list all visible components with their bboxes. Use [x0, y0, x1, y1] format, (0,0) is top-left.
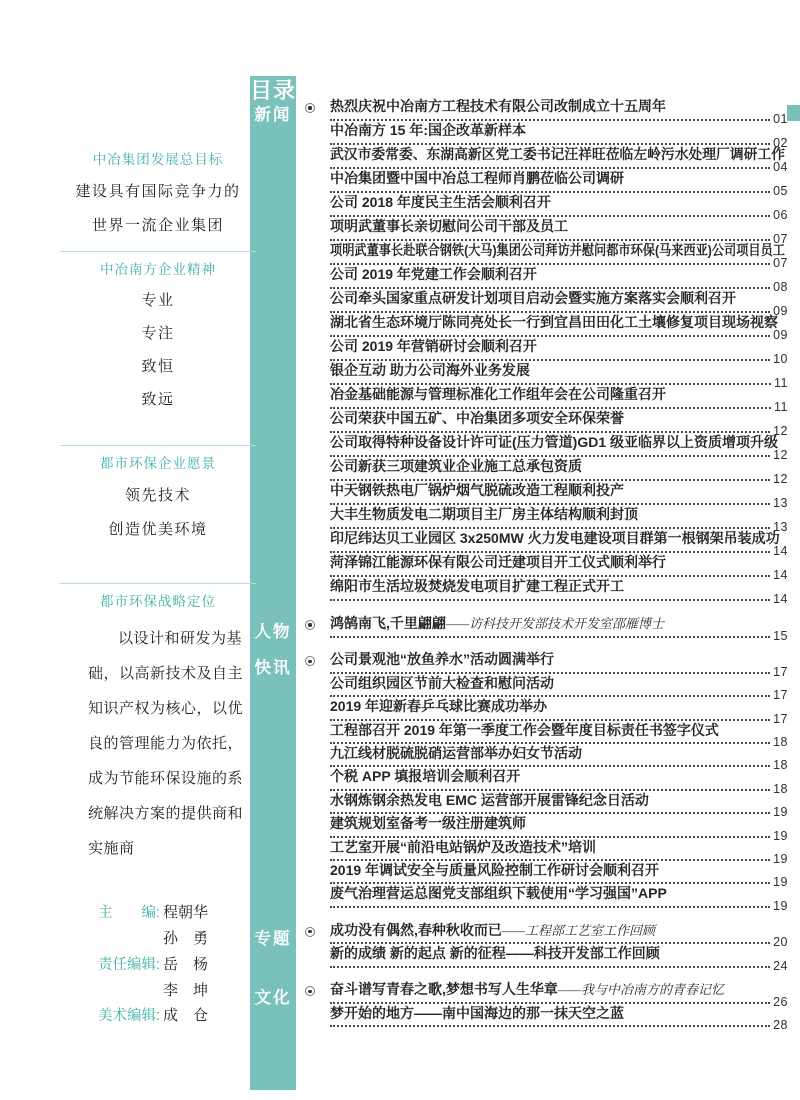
entry-title-row: [330, 770, 788, 784]
dotted-leader: [330, 263, 770, 265]
dotted-leader: [330, 407, 771, 409]
page-number: 12: [773, 424, 788, 438]
entry-title: 热烈庆祝中冶南方工程技术有限公司改制成立十五周年: [330, 98, 666, 114]
entry-title: 项明武董事长赴联合钢铁(大马)集团公司拜访并慰问都市环保(马来西亚)公司项目员工: [330, 242, 785, 258]
toc-entry: [302, 124, 788, 148]
toc-entry: [302, 615, 788, 643]
page-number: 20: [773, 935, 788, 950]
toc-entry: [302, 364, 788, 388]
entry-title-row: [330, 556, 788, 570]
dotted-leader: [330, 287, 770, 289]
dotted-leader: [330, 359, 770, 361]
entry-title: 湖北省生态环境厅陈同亮处长一行到宜昌田田化工土壤修复项目现场视察: [330, 314, 778, 330]
sidebar-groups: [46, 150, 270, 867]
entry-title-row: [330, 617, 788, 631]
entry-title-fit: [330, 196, 551, 210]
dotted-leader: [330, 239, 770, 241]
dotted-leader: [330, 311, 770, 313]
entry-title-fit: [330, 148, 785, 162]
entry-title-row: [330, 436, 788, 450]
sidebar-paragraph-line: 知识产权为核心，以优: [88, 701, 244, 717]
entry-title-fit: [330, 412, 624, 426]
toc-entry: [302, 861, 788, 890]
dotted-leader: [330, 479, 770, 481]
sidebar-group-title: 都市环保企业愿景: [100, 456, 216, 471]
entry-title-fit: [330, 292, 736, 306]
dotted-leader: [330, 765, 770, 767]
dotted-leader: [330, 455, 770, 457]
page-number: 18: [773, 758, 788, 773]
sidebar-group: [46, 454, 270, 547]
bullet-dot: [308, 990, 311, 993]
entry-title: 成功没有偶然,春种秋收而已: [330, 921, 502, 938]
entry-title-row: [330, 887, 788, 901]
sidebar-group: [46, 150, 270, 243]
page-number: 06: [773, 208, 788, 222]
sidebar-line: 专业: [141, 293, 175, 309]
entry-title-row: [330, 124, 788, 138]
entry-title-row: [330, 983, 788, 997]
entry-title-fit: [330, 340, 537, 354]
entry-title-fit: [330, 983, 724, 997]
dotted-leader: [330, 812, 770, 814]
entry-title-fit: [330, 791, 649, 808]
entry-title-row: [330, 340, 788, 354]
page-number: 28: [773, 1018, 788, 1033]
entry-subtitle: ——工程部工艺室工作回顾: [501, 922, 656, 938]
toc-entry: [302, 744, 788, 773]
sidebar-group-title: 中冶南方企业精神: [100, 262, 216, 277]
entry-title-fit: [330, 556, 666, 570]
toc-entry: [302, 340, 788, 364]
entry-title: 梦开始的地方——南中国海边的那一抹天空之蓝: [330, 1004, 624, 1021]
entry-title: 项明武董事长亲切慰问公司干部及员工: [330, 218, 568, 234]
entry-title-fit: [330, 484, 624, 498]
dotted-leader: [330, 335, 770, 337]
entry-title-row: [330, 316, 788, 330]
toc-entry: [302, 268, 788, 292]
sidebar-group: [46, 592, 270, 867]
entry-title-row: [330, 580, 788, 594]
entry-title-fit: [330, 674, 554, 691]
toc-section: [254, 98, 788, 606]
entry-title: 2019 年迎新春乒乓球比赛成功举办: [330, 698, 548, 715]
entry-title: 公司新获三项建筑业企业施工总承包资质: [330, 458, 582, 474]
toc-entry: [302, 945, 788, 973]
toc-entry: [302, 412, 788, 436]
dotted-leader: [330, 167, 770, 169]
entry-title: 水钢炼钢余热发电 EMC 运营部开展雷锋纪念日活动: [330, 791, 649, 808]
editor-role-label: 主 编:: [98, 905, 161, 921]
toc-entry: [302, 674, 788, 703]
editor-name: 岳 杨: [163, 955, 209, 973]
section-label: 新闻: [254, 106, 292, 124]
toc-section: [254, 651, 788, 913]
toc-entry: [302, 388, 788, 412]
dotted-leader: [330, 551, 770, 553]
entry-title: 公司牵头国家重点研发计划项目启动会暨实施方案落实会顺利召开: [330, 290, 736, 306]
toc-entry: [302, 768, 788, 796]
entry-title-fit: [330, 508, 638, 522]
entry-title-fit: [330, 124, 526, 138]
toc-entry: [302, 220, 788, 244]
entry-title-row: [330, 292, 788, 306]
page-number: 09: [773, 304, 788, 318]
entry-title-row: [330, 148, 788, 162]
page-number: 14: [773, 592, 788, 606]
toc-entry: [302, 292, 788, 316]
toc-entry: [302, 1004, 788, 1033]
entry-title-row: [330, 921, 788, 938]
page-number: 17: [773, 688, 788, 703]
entry-title: 公司 2019 年党建工作会顺利召开: [330, 266, 537, 282]
page-number: 07: [773, 256, 788, 270]
section-label: 快讯: [254, 659, 292, 678]
dotted-leader: [330, 836, 770, 838]
entry-title-row: [330, 268, 788, 282]
sidebar-line: 建设具有国际竞争力的: [75, 184, 241, 200]
toc-section: [254, 921, 788, 973]
editor-role-label: 美术编辑:: [98, 1008, 161, 1025]
dotted-leader: [330, 599, 770, 601]
editor-name: 孙 勇: [163, 930, 209, 948]
page-number: 18: [773, 735, 788, 750]
dotted-leader: [330, 695, 770, 697]
entry-title: 公司荣获中国五矿、中冶集团多项安全环保荣誉: [330, 410, 624, 426]
page-number: 13: [773, 520, 788, 534]
page-number: 19: [773, 852, 788, 867]
entry-title-fit: [330, 838, 596, 855]
entry-title-row: [330, 220, 788, 234]
sidebar-divider: [60, 251, 256, 252]
entry-title-fit: [330, 436, 778, 450]
sidebar-paragraph: [88, 622, 244, 867]
toc-entry: [302, 838, 788, 867]
toc-entry: [302, 580, 788, 604]
bullet-dot: [308, 623, 311, 626]
sidebar-group-lines: [46, 479, 270, 547]
editor-name: 李 坤: [163, 981, 209, 999]
entry-title: 公司 2018 年度民主生活会顺利召开: [330, 194, 551, 210]
entry-title: 武汉市委常委、东湖高新区党工委书记汪祥旺莅临左岭污水处理厂调研工作: [330, 146, 785, 162]
section-bullet-icon: [305, 927, 315, 937]
editors-block: [46, 900, 270, 1029]
entry-title-fit: [330, 580, 624, 594]
entry-title: 奋斗谱写青春之歌,梦想书写人生华章: [330, 981, 558, 998]
entry-title-fit: [330, 617, 664, 631]
editor-row: [46, 952, 270, 978]
entry-title-row: [330, 244, 788, 258]
entry-title: 银企互动 助力公司海外业务发展: [330, 362, 530, 378]
entry-title-row: [330, 412, 788, 426]
entry-title-row: [330, 791, 788, 808]
toc-entry: [302, 100, 788, 124]
sidebar-paragraph-line: 实施商: [88, 841, 135, 857]
dotted-leader: [330, 215, 770, 217]
page-number: 12: [773, 472, 788, 486]
page-number: 01: [773, 112, 788, 126]
page-number: 09: [773, 328, 788, 342]
page-number: 19: [773, 805, 788, 820]
entry-title-fit: [330, 887, 667, 901]
sidebar-group: [46, 260, 270, 417]
page-number: 12: [773, 448, 788, 462]
sidebar-line: 专注: [141, 326, 175, 342]
entry-subtitle: ——访科技开发部技术开发室邵雁博士: [445, 616, 665, 631]
page-number: 14: [773, 544, 788, 558]
dotted-leader: [330, 119, 770, 121]
toc-entry: [302, 508, 788, 532]
page-number: 24: [773, 958, 788, 973]
dotted-leader: [330, 719, 770, 721]
editor-name: 成 仓: [163, 1007, 209, 1025]
entry-title-fit: [330, 721, 719, 738]
entry-title: 大丰生物质发电二期项目主厂房主体结构顺利封顶: [330, 506, 638, 522]
bullet-dot: [308, 106, 311, 109]
entry-title: 鸿鹄南飞,千里翩翩: [330, 615, 446, 631]
toc-entry: [302, 196, 788, 220]
section-bullet-icon: [305, 620, 315, 630]
entry-title: 公司组织园区节前大检查和慰问活动: [330, 674, 554, 691]
entry-title: 工艺室开展“前沿电站锅炉及改造技术”培训: [330, 838, 596, 855]
entry-title-row: [330, 861, 788, 878]
sidebar-group-lines: [46, 175, 270, 243]
entry-title-fit: [330, 220, 568, 234]
entry-title-fit: [330, 268, 537, 282]
sidebar-divider: [60, 445, 256, 446]
dotted-leader: [330, 882, 770, 884]
toc-section: [254, 615, 788, 643]
page-number: 17: [773, 711, 788, 726]
page-number: 18: [773, 781, 788, 796]
entry-title-row: [330, 460, 788, 474]
entry-title: 菏泽锦江能源环保有限公司迁建项目开工仪式顺利举行: [330, 554, 666, 570]
entry-title-fit: [330, 388, 666, 402]
dotted-leader: [330, 575, 770, 577]
entry-title-fit: [330, 100, 666, 114]
entry-title: 建筑规划室备考一级注册建筑师: [330, 815, 526, 832]
bullet-dot: [308, 660, 311, 663]
section-bullet-icon: [305, 103, 315, 113]
sidebar: [46, 150, 270, 867]
entry-title-fit: [330, 653, 554, 667]
toc-entry: [302, 815, 788, 843]
entry-title: 中天钢铁热电厂锅炉烟气脱硫改造工程顺利投产: [330, 482, 624, 498]
page-number: 19: [773, 875, 788, 890]
entry-title-fit: [330, 861, 660, 878]
dotted-leader: [330, 383, 771, 385]
toc-entry: [302, 556, 788, 580]
toc-entry: [302, 244, 788, 268]
entry-title-row: [330, 838, 788, 855]
dotted-leader: [330, 527, 770, 529]
entry-title-fit: [330, 817, 526, 831]
entry-title-fit: [330, 770, 520, 784]
dotted-leader: [330, 191, 770, 193]
entry-title-row: [330, 700, 788, 714]
editor-row: [46, 926, 270, 951]
entry-title: 中冶南方 15 年:国企改革新样本: [330, 122, 527, 138]
page-number: 02: [773, 136, 788, 150]
entry-title-row: [330, 100, 788, 114]
dotted-leader: [330, 672, 770, 674]
entry-title-fit: [330, 700, 547, 714]
dotted-leader: [330, 503, 770, 505]
entry-title-fit: [330, 244, 785, 258]
entry-subtitle: ——我与中冶南方的青春记忆: [557, 982, 725, 998]
section-label: 人物: [254, 623, 292, 641]
entry-title-fit: [330, 744, 582, 761]
entry-title: 公司 2019 年营销研讨会顺利召开: [330, 338, 537, 354]
dotted-leader: [330, 942, 770, 944]
toc-section: [254, 981, 788, 1033]
sidebar-paragraph-line: 统解决方案的提供商和: [88, 806, 244, 822]
entry-title-fit: [330, 460, 582, 474]
entry-title-row: [330, 653, 788, 667]
dotted-leader: [330, 1025, 770, 1027]
page-number: 14: [773, 568, 788, 582]
entry-title: 冶金基础能源与管理标准化工作组年会在公司隆重召开: [330, 386, 666, 402]
toc-entry: [302, 484, 788, 508]
sidebar-line: 致恒: [141, 359, 175, 375]
bullet-dot: [308, 930, 311, 933]
toc-list: [254, 98, 788, 1033]
dotted-leader: [330, 789, 770, 791]
sidebar-divider: [60, 583, 256, 584]
sidebar-line: 致远: [141, 392, 175, 408]
dotted-leader: [330, 143, 770, 145]
sidebar-group-lines: [46, 285, 270, 417]
toc-entry: [302, 981, 788, 1009]
entry-title-row: [330, 1004, 788, 1021]
editor-row: [46, 900, 270, 926]
sidebar-paragraph-line: 以设计和研发为基: [118, 631, 243, 647]
sidebar-paragraph-line: 良的管理能力为依托，: [88, 736, 244, 752]
entry-title-fit: [330, 921, 656, 938]
section-label: 专题: [254, 929, 292, 948]
entry-title: 公司取得特种设备设计许可证(压力管道)GD1 级亚临界以上资质增项升级: [330, 434, 778, 450]
dotted-leader: [330, 431, 770, 433]
entry-title-row: [330, 744, 788, 761]
dotted-leader: [330, 1002, 770, 1004]
section-label: 文化: [254, 989, 292, 1008]
entry-title: 废气治理营运总图党支部组织下载使用“学习强国”APP: [330, 885, 667, 902]
page-number: 07: [773, 232, 788, 246]
toc-entry: [302, 316, 788, 340]
entry-title: 2019 年调试安全与质量风险控制工作研讨会顺利召开: [330, 861, 660, 878]
editor-name: 程朝华: [163, 904, 209, 921]
sidebar-line: 世界一流企业集团: [91, 218, 224, 234]
page-number: 26: [773, 994, 788, 1009]
page-number: 08: [773, 280, 788, 294]
sidebar-group-title: 都市环保战略定位: [100, 594, 216, 609]
entry-leader-row: [330, 898, 788, 913]
entry-leader-row: [330, 958, 788, 973]
dotted-leader: [330, 859, 770, 861]
entry-title-row: [330, 674, 788, 691]
toc-entry: [302, 791, 788, 820]
entry-title: 公司景观池“放鱼养水”活动圆满举行: [330, 651, 554, 668]
toc-entry: [302, 698, 788, 726]
sidebar-line: 创造优美环境: [108, 522, 208, 538]
dotted-leader: [330, 636, 770, 638]
entry-title-row: [330, 508, 788, 522]
toc-entry: [302, 436, 788, 460]
sidebar-paragraph-line: 成为节能环保设施的系: [88, 771, 244, 787]
sidebar-line: 领先技术: [124, 488, 191, 504]
dotted-leader: [330, 966, 770, 968]
toc-entry: [302, 148, 788, 172]
entry-title-row: [330, 172, 788, 186]
entry-title-row: [330, 721, 788, 738]
editor-row: [46, 978, 270, 1003]
dotted-leader: [330, 742, 770, 744]
entry-title-fit: [330, 172, 624, 186]
toc-entry: [302, 921, 788, 950]
entry-title-fit: [330, 364, 530, 378]
toc-entry: [302, 721, 788, 750]
entry-title: 新的成绩 新的起点 新的征程——科技开发部工作回顾: [330, 945, 660, 962]
editor-role-label: 责任编辑:: [98, 956, 161, 973]
contents-title: 目录: [250, 78, 297, 103]
page-number: 04: [773, 160, 788, 174]
page-number: 19: [773, 898, 788, 913]
entry-title-row: [330, 532, 788, 546]
toc-entry: [302, 532, 788, 556]
page-number: 11: [774, 376, 788, 390]
entry-leader-row: [330, 594, 788, 604]
page-number: 19: [773, 828, 788, 843]
entry-title: 个税 APP 填报培训会顺利召开: [330, 768, 521, 785]
dotted-leader: [330, 906, 770, 908]
entry-title-row: [330, 484, 788, 498]
entry-title-row: [330, 196, 788, 210]
entry-leader-row: [330, 628, 788, 643]
entry-title: 中冶集团暨中国中冶总工程师肖鹏莅临公司调研: [330, 170, 624, 186]
entry-title: 工程部召开 2019 年第一季度工作会暨年度目标责任书签字仪式: [330, 721, 719, 738]
entry-title-row: [330, 388, 788, 402]
entry-title-fit: [330, 947, 660, 961]
page-number: 17: [773, 664, 788, 679]
page-number: 15: [773, 628, 788, 643]
page-number: 10: [773, 352, 788, 366]
toc-entry: [302, 172, 788, 196]
editor-row: [46, 1003, 270, 1029]
page-edge-mark: [787, 105, 800, 121]
sidebar-paragraph-line: 础，以高新技术及自主: [88, 666, 244, 682]
sidebar-group-title: 中冶集团发展总目标: [92, 152, 224, 167]
page-number: 11: [774, 400, 788, 414]
toc-entry: [302, 885, 788, 913]
entry-title: 印尼纬达贝工业园区 3x250MW 火力发电建设项目群第一根钢架吊装成功: [330, 530, 780, 546]
toc-entry: [302, 460, 788, 484]
entry-title-fit: [330, 532, 780, 546]
entry-title-fit: [330, 1004, 624, 1021]
entry-title: 绵阳市生活垃圾焚烧发电项目扩建工程正式开工: [330, 578, 624, 594]
entry-title-fit: [330, 316, 778, 330]
entry-title-row: [330, 947, 788, 961]
entry-leader-row: [330, 1018, 788, 1033]
toc-entry: [302, 651, 788, 679]
page-number: 05: [773, 184, 788, 198]
entry-title-row: [330, 817, 788, 831]
entry-title: 九江线材脱硫脱硝运营部举办妇女节活动: [330, 744, 582, 761]
page-number: 13: [773, 496, 788, 510]
entry-title-row: [330, 364, 788, 378]
